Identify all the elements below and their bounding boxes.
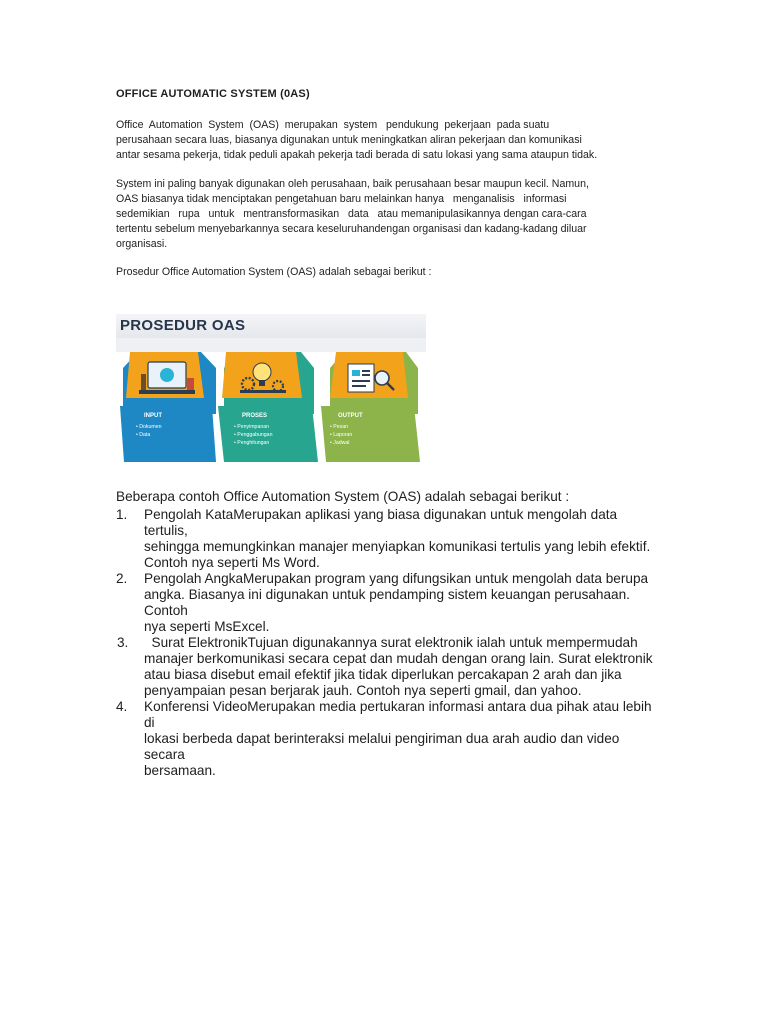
panel-input — [120, 352, 216, 462]
list-item-number: 3. — [117, 635, 129, 650]
paragraph-line: antar sesama pekerja, tidak peduli apakah pekerja tadi berada di satu lokasi yang sama ataupun tidak. — [116, 149, 598, 161]
panel-proses-item: • Penghitungan — [234, 440, 270, 446]
list-item — [116, 571, 656, 635]
panel-output-item: • Laporan — [330, 432, 353, 438]
list-item — [116, 635, 656, 699]
list-item-line: nya seperti MsExcel. — [144, 619, 270, 634]
list-item-number: 1. — [116, 507, 128, 522]
list-item-line: bersamaan. — [144, 763, 216, 778]
paragraph-line: System ini paling banyak digunakan oleh perusahaan, baik perusahaan besar maupun kecil. Namun, — [116, 178, 589, 190]
panel-output-item: • Jadwal — [330, 440, 350, 446]
panel-proses — [218, 352, 318, 462]
document-title: OFFICE AUTOMATIC SYSTEM (0AS) — [116, 88, 310, 100]
list-item-number: 2. — [116, 571, 128, 586]
list-item-line: Pengolah AngkaMerupakan program yang difungsikan untuk mengolah data berupa — [144, 571, 649, 586]
panel-output-item: • Pesan — [330, 424, 348, 430]
procedure-diagram — [116, 314, 426, 462]
list-item — [116, 507, 656, 571]
list-item-line: atau biasa disebut email efektif jika tidak diperlukan percakapan 2 arah dan jika — [144, 667, 622, 682]
panel-output — [321, 352, 420, 462]
list-item-line: lokasi berbeda dapat berinteraksi melalui pengiriman dua arah audio dan video secara — [144, 731, 620, 762]
paragraph-line: organisasi. — [116, 238, 168, 250]
panel-proses-item: • Penyimpanan — [234, 424, 269, 430]
panel-output-label: OUTPUT — [338, 413, 363, 419]
list-item-number: 4. — [116, 699, 128, 714]
figure-title: PROSEDUR OAS — [120, 317, 246, 334]
paragraph-line: tertentu sebelum menyebarkannya secara keseluruhandengan organisasi dan kadang-kadang diluar — [116, 223, 587, 235]
list-item — [116, 699, 656, 779]
list-item-line: Pengolah KataMerupakan aplikasi yang biasa digunakan untuk mengolah data tertulis, — [144, 507, 618, 538]
list-item-line: penyampaian pesan berjarak jauh. Contoh nya seperti gmail, dan yahoo. — [144, 683, 582, 698]
paragraph-line: sedemikian rupa untuk mentransformasikan data atau memanipulasikannya dengan cara-cara — [116, 208, 587, 220]
list-item-line: Contoh nya seperti Ms Word. — [144, 555, 320, 570]
panel-input-base — [120, 406, 216, 462]
panel-proses-label: PROSES — [242, 413, 268, 419]
list-item-line: manajer berkomunikasi secara cepat dan mudah dengan orang lain. Surat elektronik — [144, 651, 653, 666]
list-item-line: angka. Biasanya ini digunakan untuk pendamping sistem keuangan perusahaan. Contoh — [144, 587, 630, 618]
paragraph-line: Office Automation System (OAS) merupakan system pendukung pekerjaan pada suatu — [116, 119, 550, 131]
paragraph-line: perusahaan secara luas, biasanya digunakan untuk meningkatkan aliran pekerjaan dan komunikasi — [116, 134, 582, 146]
panel-proses-item: • Penggabungan — [234, 432, 273, 438]
list-item-line: sehingga memungkinkan manajer menyiapkan komunikasi tertulis yang lebih efektif. — [144, 539, 651, 554]
examples-heading: Beberapa contoh Office Automation System (OAS) adalah sebagai berikut : — [116, 489, 570, 504]
list-item-line: Konferensi VideoMerupakan media pertukaran informasi antara dua pihak atau lebih di — [144, 699, 652, 730]
paragraph-procedure-intro: Prosedur Office Automation System (OAS) adalah sebagai berikut : — [116, 266, 432, 278]
list-item-line: Surat ElektronikTujuan digunakannya surat elektronik ialah untuk mempermudah — [144, 635, 638, 650]
oas-procedure-figure — [116, 314, 426, 462]
panel-input-item: • Dokumen — [136, 424, 162, 430]
paragraph-definition — [116, 118, 640, 163]
panel-input-item: • Data — [136, 432, 151, 438]
paragraph-line: OAS biasanya tidak menciptakan pengetahuan baru melainkan hanya menganalisis informasi — [116, 193, 567, 205]
paragraph-usage — [116, 177, 640, 252]
examples-list — [116, 507, 656, 779]
panel-input-label: INPUT — [144, 413, 162, 419]
